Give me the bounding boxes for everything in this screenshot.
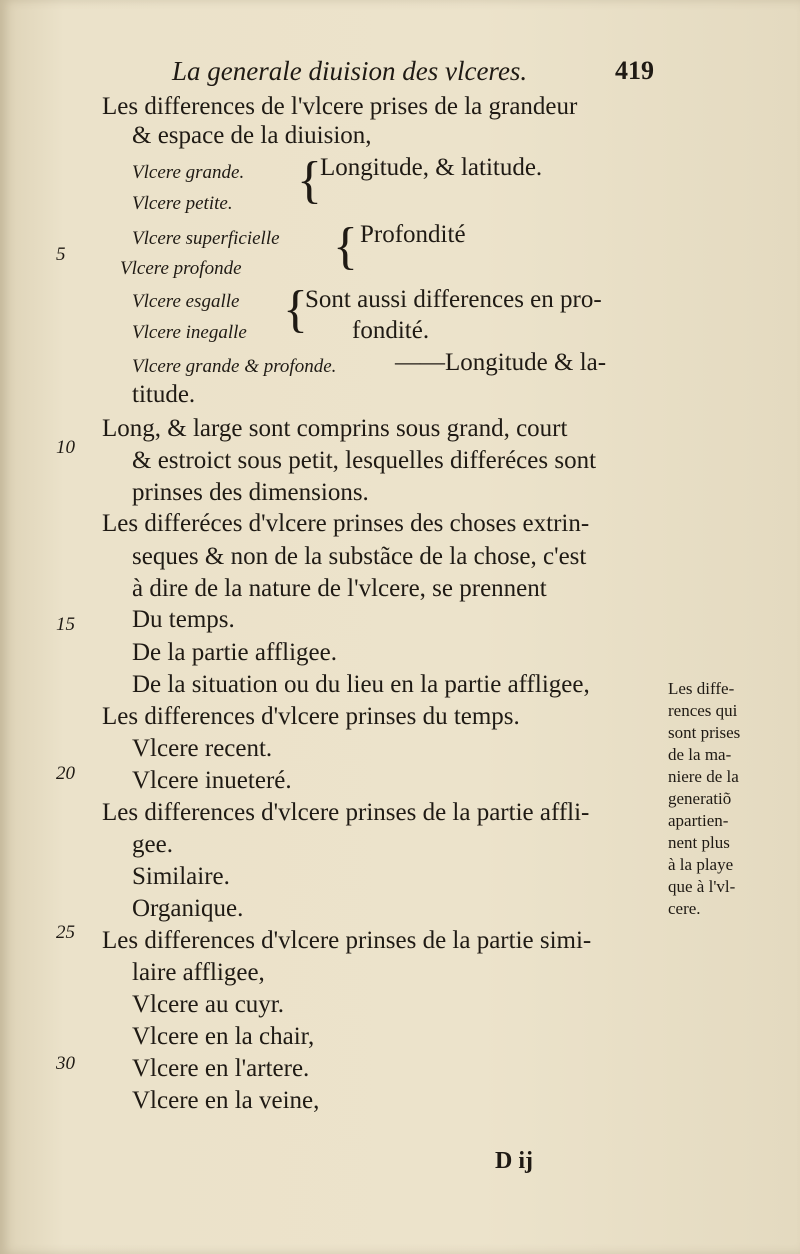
page-folio: 419 xyxy=(615,56,654,85)
brace: { xyxy=(333,218,358,275)
margin-note-line: que à l'vl- xyxy=(668,877,736,896)
text-line: Long, & large sont comprins sous grand, court xyxy=(102,415,568,442)
text-line-italic: Vlcere petite. xyxy=(132,193,233,214)
text-line: Du temps. xyxy=(132,606,235,633)
text-line: Les differences de l'vlcere prises de la grandeur xyxy=(102,93,578,120)
text-line: De la partie affligee. xyxy=(132,639,337,666)
text-line-italic: Vlcere grande & profonde. xyxy=(132,356,337,377)
signature-mark: D ij xyxy=(495,1148,533,1174)
line-number-25: 25 xyxy=(56,922,75,943)
text-line: gee. xyxy=(132,831,173,858)
margin-note-line: nent plus xyxy=(668,833,730,852)
text-line-italic: Vlcere grande. xyxy=(132,162,245,183)
text-line: Vlcere en la chair, xyxy=(132,1023,315,1050)
text-line-italic: Vlcere profonde xyxy=(120,258,242,279)
text-line: à dire de la nature de l'vlcere, se prennent xyxy=(132,575,547,602)
text-line: Vlcere en la veine, xyxy=(132,1087,320,1114)
text-line: ——Longitude & la- xyxy=(395,349,607,376)
text-line: fondité. xyxy=(352,317,430,344)
text-line-italic: Vlcere inegalle xyxy=(132,322,247,343)
line-number-20: 20 xyxy=(56,763,75,784)
text-line: & estroict sous petit, lesquelles differéces sont xyxy=(132,447,597,474)
brace: { xyxy=(283,281,308,338)
margin-note-line: sont prises xyxy=(668,723,741,742)
text-line: Les differences d'vlcere prinses de la partie affli- xyxy=(102,799,590,826)
text-line: Organique. xyxy=(132,895,244,922)
text-line: Vlcere en l'artere. xyxy=(132,1055,310,1082)
text-line: Similaire. xyxy=(132,863,230,890)
text-line: Les differences d'vlcere prinses du temps. xyxy=(102,703,520,730)
margin-note-line: niere de la xyxy=(668,767,739,786)
text-line: Profondité xyxy=(360,221,466,248)
text-line: Longitude, & latitude. xyxy=(320,154,543,181)
line-number-5: 5 xyxy=(56,244,66,265)
text-line: Vlcere recent. xyxy=(132,735,273,762)
text-line: laire affligee, xyxy=(132,959,265,986)
text-line: Les differences d'vlcere prinses de la partie simi- xyxy=(102,927,592,954)
running-title: La generale diuision des vlceres. xyxy=(172,56,528,86)
margin-note xyxy=(668,678,793,920)
text-line: De la situation ou du lieu en la partie affligee, xyxy=(132,671,590,698)
margin-note-line: apartien- xyxy=(668,811,729,830)
line-number-30: 30 xyxy=(56,1053,75,1074)
text-line: Vlcere au cuyr. xyxy=(132,991,285,1018)
margin-note-line: à la playe xyxy=(668,855,734,874)
text-line: prinses des dimensions. xyxy=(132,479,369,506)
margin-note-line: cere. xyxy=(668,899,701,918)
margin-note-line: Les diffe- xyxy=(668,679,735,698)
line-number-15: 15 xyxy=(56,614,75,635)
margin-note-line: de la ma- xyxy=(668,745,732,764)
line-number-10: 10 xyxy=(56,437,75,458)
margin-note-line: generatiõ xyxy=(668,789,732,808)
text-line: & espace de la diuision, xyxy=(132,122,372,149)
margin-note-line: rences qui xyxy=(668,701,738,720)
text-line: seques & non de la substãce de la chose, c'est xyxy=(132,543,587,570)
text-line: Les differéces d'vlcere prinses des choses extrin- xyxy=(102,510,590,537)
text-line: Vlcere inueteré. xyxy=(132,767,292,794)
brace: { xyxy=(297,152,322,209)
text-line: titude. xyxy=(132,381,196,408)
text-line-italic: Vlcere superficielle xyxy=(132,228,280,249)
text-line: Sont aussi differences en pro- xyxy=(305,286,602,313)
text-line-italic: Vlcere esgalle xyxy=(132,291,240,312)
